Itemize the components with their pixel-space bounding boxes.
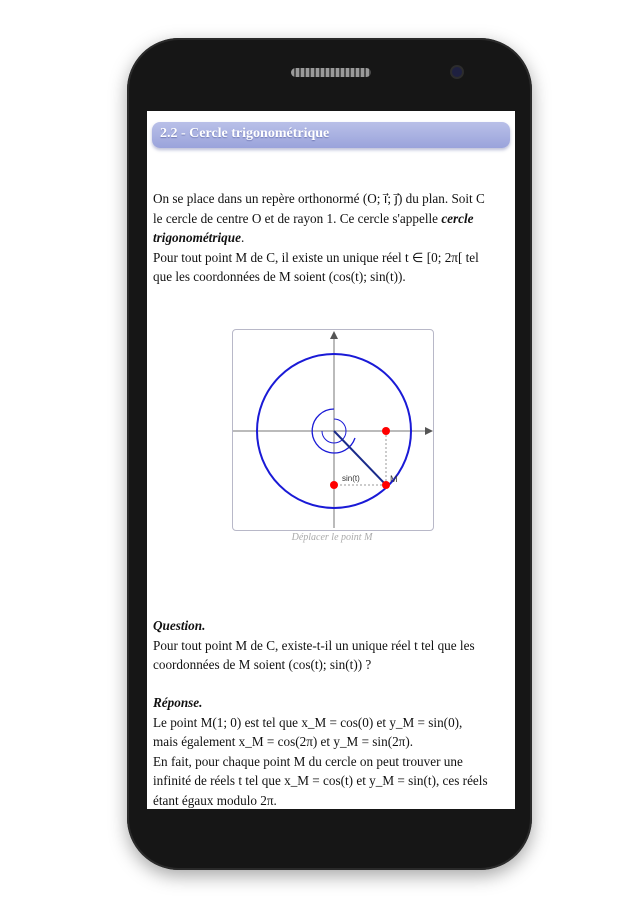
answer-line-4: infinité de réels t tel que x_M = cos(t) et y_M = sin(t), ces réels [153,773,488,788]
answer-heading: Réponse. [153,695,203,710]
intro-line-2-text: le cercle de centre O et de rayon 1. Ce cercle s'appelle [153,210,442,226]
point-m [382,481,390,489]
cos-point [382,427,390,435]
answer-line-1: Le point M(1; 0) est tel que x_M = cos(0) et y_M = sin(0), [153,714,463,730]
answer-line-5: étant égaux modulo 2π. [153,792,277,808]
question-heading: Question. [153,618,206,633]
sin-point [330,481,338,489]
answer-line-3: En fait, pour chaque point M du cercle on peut trouver une [153,753,463,769]
intro-line-3 [153,228,509,248]
phone-frame [127,38,532,870]
intro-term-trigo: trigonométrique [153,230,241,245]
screen[interactable] [147,111,515,809]
question-line-2: coordonnées de M soient (cos(t); sin(t)) ? [153,657,372,672]
figure-caption: Déplacer le point M [291,532,373,543]
intro-line-1: On se place dans un repère orthonormé (O; i⃗; j⃗) du plan. Soit C [153,191,485,206]
point-m-label: M [390,474,398,484]
intro-line-2 [153,209,509,229]
answer-line-2: mais également x_M = cos(2π) et y_M = sin(2π). [153,734,414,749]
trig-circle-figure[interactable] [232,329,434,531]
answer-paragraph [153,693,509,809]
question-paragraph [153,616,509,675]
intro-line-5: que les coordonnées de M soient (cos(t); sin(t)). [153,269,406,284]
section-header [152,122,510,148]
intro-line-3-end: . [240,230,245,245]
trig-circle-svg [233,330,433,530]
front-camera [452,67,462,77]
intro-line-4: Pour tout point M de C, il existe un unique réel t ∈ [0; 2π[ tel [153,249,479,265]
intro-paragraph [153,189,509,287]
section-title: 2.2 - Cercle trigonométrique [160,126,330,141]
intro-term-cercle: cercle [441,210,474,226]
sin-label: sin(t) [342,474,360,483]
question-line-1: Pour tout point M de C, existe-t-il un unique réel t tel que les [153,637,475,653]
speaker-grille [291,68,371,77]
